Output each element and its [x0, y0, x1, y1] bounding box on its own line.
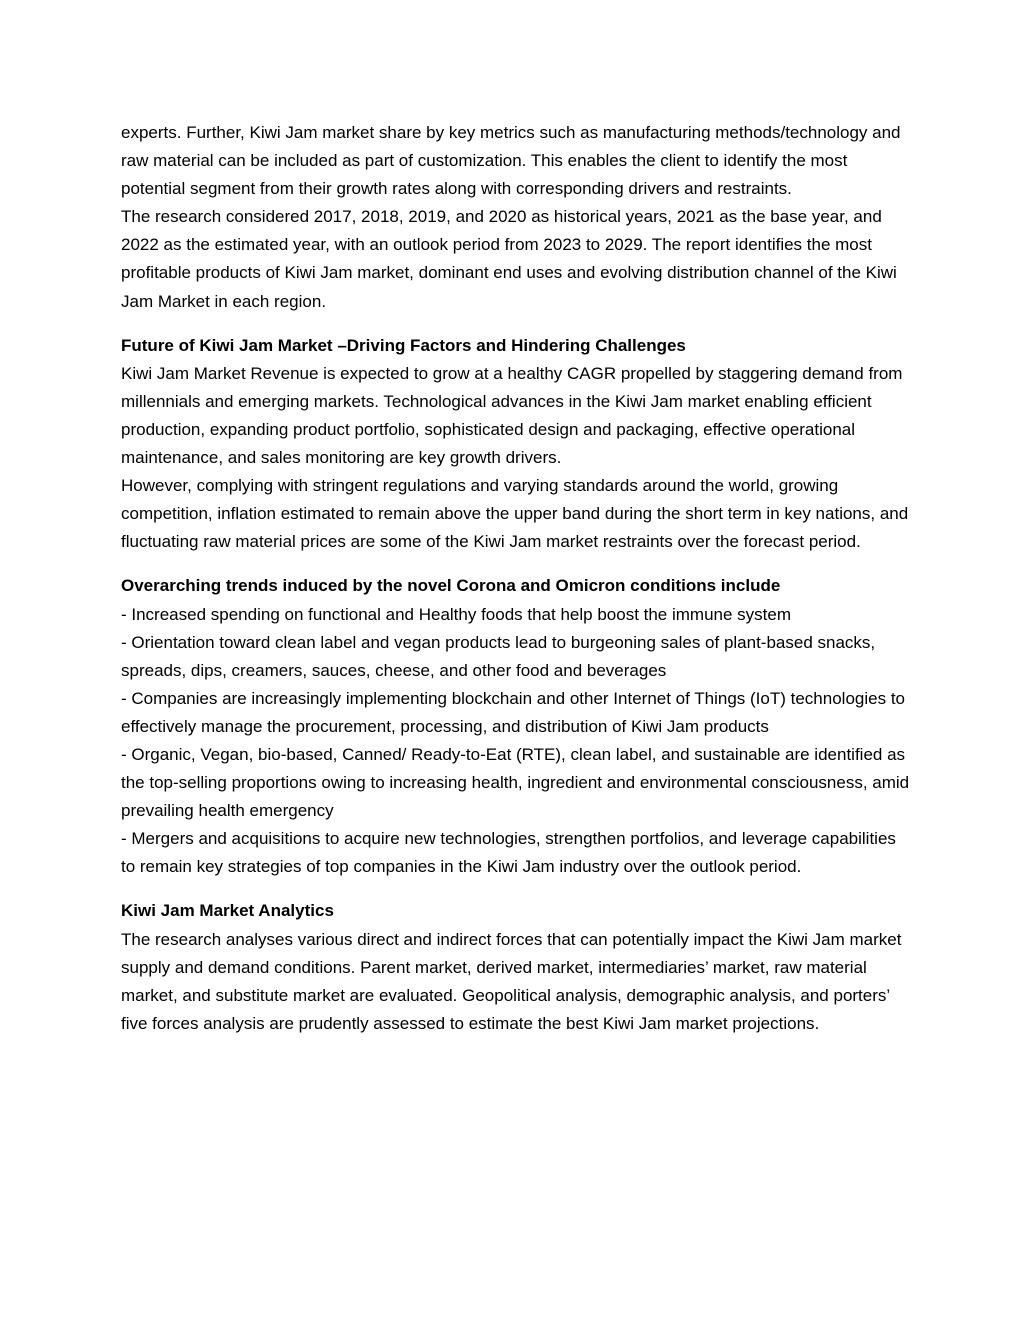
trends-heading: Overarching trends induced by the novel Corona and Omicron conditions include	[121, 576, 781, 596]
trend-item: - Orientation toward clean label and vegan products lead to burgeoning sales of plant-based snacks, spreads, dips, creamers, sauces, cheese, and other food and beverages	[121, 632, 876, 680]
analytics-paragraph: The research analyses various direct and indirect forces that can potentially impact the Kiwi Jam market supply and demand conditions. Parent market, derived market, intermediaries’ market, raw material market, and substitute market are evaluated. Geopolitical analysis, demographic analysis, and porters’ five forces analysis are prudently assessed to estimate the best Kiwi Jam market projections.	[121, 929, 902, 1033]
intro-paragraph-1: experts. Further, Kiwi Jam market share by key metrics such as manufacturing methods/technology and raw material can be included as part of customization. This enables the client to identify the most potential segment from their growth rates along with corresponding drivers and restraints.	[121, 123, 901, 199]
future-paragraph-2: However, complying with stringent regulations and varying standards around the world, growing competition, inflation estimated to remain above the upper band during the short term in key nations, and fluctuating raw material prices are some of the Kiwi Jam market restraints over the forecast period.	[121, 476, 909, 552]
analytics-heading: Kiwi Jam Market Analytics	[121, 901, 334, 921]
future-section	[121, 332, 911, 557]
trends-section	[121, 572, 911, 881]
document-page	[121, 119, 911, 1038]
future-heading: Future of Kiwi Jam Market –Driving Factors and Hindering Challenges	[121, 335, 686, 355]
analytics-section	[121, 897, 911, 1037]
trend-item: - Increased spending on functional and Healthy foods that help boost the immune system	[121, 604, 792, 624]
intro-paragraph-2: The research considered 2017, 2018, 2019, and 2020 as historical years, 2021 as the base year, and 2022 as the estimated year, with an outlook period from 2023 to 2029. The report identifies the most profitable products of Kiwi Jam market, dominant end uses and evolving distribution channel of the Kiwi Jam Market in each region.	[121, 207, 897, 311]
trend-item: - Mergers and acquisitions to acquire new technologies, strengthen portfolios, and leverage capabilities to remain key strategies of top companies in the Kiwi Jam industry over the outlook period.	[121, 829, 896, 877]
trend-item: - Companies are increasingly implementing blockchain and other Internet of Things (IoT) technologies to effectively manage the procurement, processing, and distribution of Kiwi Jam products	[121, 688, 905, 736]
trend-item: - Organic, Vegan, bio-based, Canned/ Ready-to-Eat (RTE), clean label, and sustainable are identified as the top-selling proportions owing to increasing health, ingredient and environmental consciousness, amid prevailing health emergency	[121, 744, 910, 821]
intro-section	[121, 119, 911, 316]
future-paragraph-1: Kiwi Jam Market Revenue is expected to grow at a healthy CAGR propelled by staggering demand from millennials and emerging markets. Technological advances in the Kiwi Jam market enabling efficient production, expanding product portfolio, sophisticated design and packaging, effective operational maintenance, and sales monitoring are key growth drivers.	[121, 363, 903, 468]
